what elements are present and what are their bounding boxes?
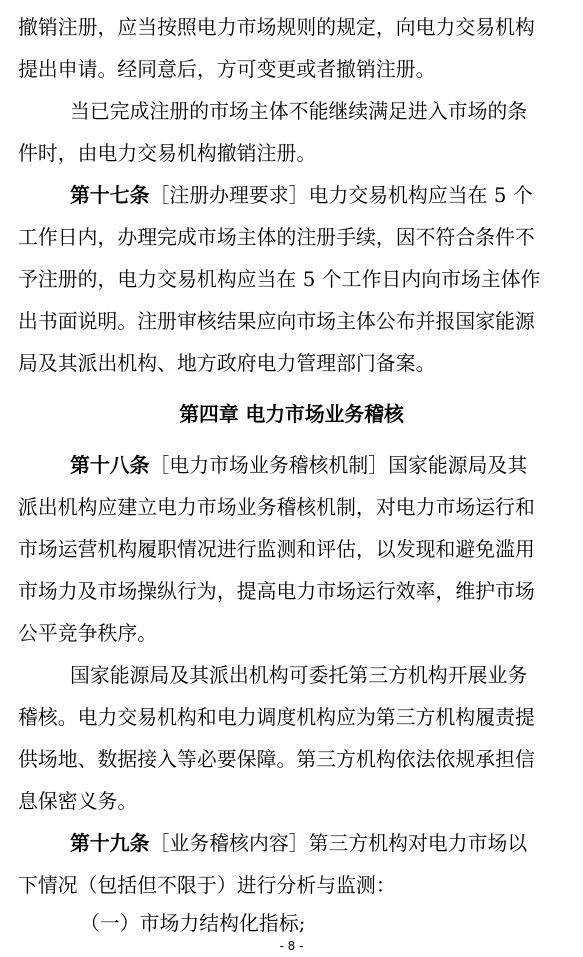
- text-line: 国家能源局及其派出机构可委托第三方机构开展业务: [70, 664, 528, 687]
- article-18-text: ［电力市场业务稽核机制］国家能源局及其: [149, 454, 528, 477]
- article-19-line: [70, 824, 527, 864]
- text-line: 稽核。电力交易机构和电力调度机构应为第三方机构履责提: [18, 706, 535, 729]
- text-line: 件时，由电力交易机构撤销注册。: [18, 142, 317, 165]
- text-line: 下情况（包括但不限于）进行分析与监测：: [18, 874, 396, 897]
- text-line: 工作日内，办理完成市场主体的注册手续，因不符合条件不: [18, 226, 535, 249]
- list-item: （一）市场力结构化指标;: [80, 912, 306, 935]
- article-17-text: ［注册办理要求］电力交易机构应当在 5 个: [149, 184, 533, 207]
- text-line: 市场运营机构履职情况进行监测和评估，以发现和避免滥用: [18, 538, 535, 561]
- page-number: - 8 -: [279, 939, 304, 953]
- article-19-text: ［业务稽核内容］第三方机构对电力市场以: [149, 832, 528, 855]
- article-18-line: [70, 446, 527, 486]
- text-line: 供场地、数据接入等必要保障。第三方机构依法依规承担信: [18, 748, 535, 771]
- text-line: 撤销注册，应当按照电力市场规则的规定，向电力交易机构: [18, 16, 535, 39]
- chapter-heading: 第四章 电力市场业务稽核: [179, 402, 404, 426]
- article-18-title: 第十八条: [70, 454, 150, 477]
- text-line: 市场力及市场操纵行为，提高电力市场运行效率，维护市场: [18, 580, 535, 603]
- text-line: 局及其派出机构、地方政府电力管理部门备案。: [18, 352, 436, 375]
- text-line: 公平竞争秩序。: [18, 622, 158, 645]
- text-line: 出书面说明。注册审核结果应向市场主体公布并报国家能源: [18, 310, 535, 333]
- article-17-title: 第十七条: [70, 184, 150, 207]
- text-line: 息保密义务。: [18, 790, 138, 813]
- article-19-title: 第十九条: [70, 832, 150, 855]
- text-line: 予注册的，电力交易机构应当在 5 个工作日内向市场主体作: [18, 268, 541, 291]
- text-line: 派出机构应建立电力市场业务稽核机制，对电力市场运行和: [18, 496, 535, 519]
- text-line: 当已完成注册的市场主体不能继续满足进入市场的条: [70, 100, 528, 123]
- article-17-line: [70, 176, 533, 216]
- text-line: 提出申请。经同意后，方可变更或者撤销注册。: [18, 58, 436, 81]
